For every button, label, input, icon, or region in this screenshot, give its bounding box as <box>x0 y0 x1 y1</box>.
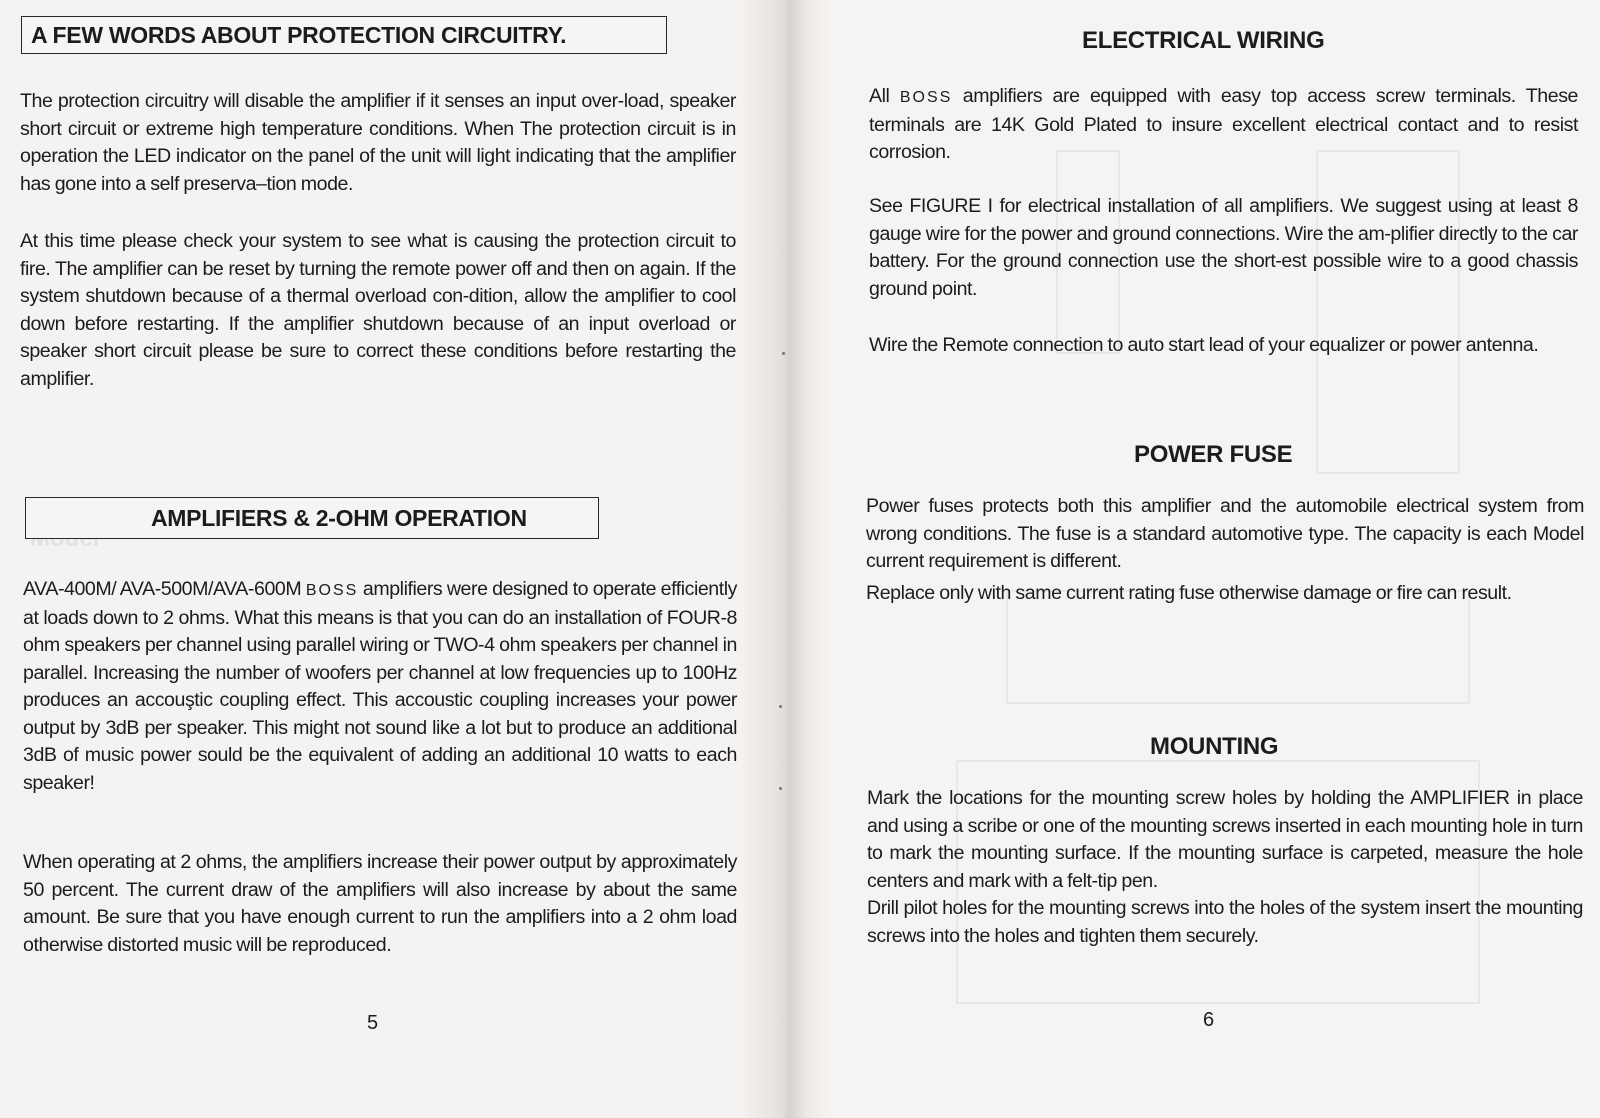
heading-electrical-wiring: ELECTRICAL WIRING <box>1082 27 1325 54</box>
brand-boss: BOSS <box>899 89 953 106</box>
protection-paragraph-1: The protection circuitry will disable the amplifier if it senses an input over-load, speaker short circuit or extreme high temperature conditions. When The protection circuit is in operation the LED indicator on the panel of the unit will light indicating that the amplifier has gone into a self preserva–tion mode. <box>20 90 736 195</box>
mounting-paragraph-1: Mark the locations for the mounting screw holes by holding the AMPLIFIER in place and using a scribe or one of the mounting screws inserted in each mounting hole in turn to mark the mounting surface. If the mounting surface is carpeted, measure the hole centers and mark with a felt-tip pen. <box>867 787 1583 892</box>
fuse-paragraph-1: Power fuses protects both this amplifier and the automobile electrical system from wrong conditions. The fuse is a standard automotive type. The capacity is each Model current requirement is different. <box>866 495 1584 572</box>
book-gutter <box>740 0 830 1118</box>
mounting-paragraph-2: Drill pilot holes for the mounting screws into the holes of the system insert the mounting screws into the holes and tighten them securely. <box>867 897 1583 947</box>
electrical-paragraph-2: See FIGURE I for electrical installation of all amplifiers. We suggest using at least 8 gauge wire for the power and ground connections. Wire the am-plifier directly to the car battery. For the ground connection use the short-est possible wire to a good chassis ground point. <box>869 195 1578 300</box>
amps-paragraph-1 <box>23 576 737 797</box>
print-mark <box>779 787 782 790</box>
electrical-paragraph-1 <box>869 83 1578 167</box>
print-mark <box>782 352 785 355</box>
heading-amplifiers-2-ohm: AMPLIFIERS & 2-OHM OPERATION <box>25 497 599 539</box>
amps-models: AVA-400M/ AVA-500M/AVA-600M <box>23 578 302 600</box>
electrical-paragraph-1-rest: amplifiers are equipped with easy top access screw terminals. These terminals are 14K Gold Plated to insure excellent electrical contact and to resist corrosion. <box>869 85 1578 163</box>
heading-mounting: MOUNTING <box>1150 733 1279 760</box>
page-number-right: 6 <box>1203 1009 1215 1031</box>
amps-paragraph-2: When operating at 2 ohms, the amplifiers increase their power output by approximately 50 percent. The current draw of the amplifiers will also increase by about the same amount. Be sure that you have enough current to run the amplifiers into a 2 ohm load otherwise distorted music will be reproduced. <box>23 851 737 956</box>
electrical-paragraph-3: Wire the Remote connection to auto start lead of your equalizer or power antenna. <box>869 334 1539 356</box>
protection-paragraph-2: At this time please check your system to see what is causing the protection circuit to fire. The amplifier can be reset by turning the remote power off and then on again. If the system shutdown because of a thermal overload con-dition, allow the amplifier to cool down before restarting. If the amplifier shutdown because of an input overload or speaker short circuit please be sure to correct these conditions before restarting the amplifier. <box>20 230 736 390</box>
left-page <box>0 0 786 1118</box>
fuse-paragraph-2: Replace only with same current rating fuse otherwise damage or fire can result. <box>866 582 1512 604</box>
heading-protection-circuitry: A FEW WORDS ABOUT PROTECTION CIRCUITRY. <box>21 16 667 54</box>
heading-power-fuse: POWER FUSE <box>1134 441 1293 468</box>
brand-boss: BOSS <box>305 582 359 599</box>
electrical-lead: All <box>869 85 890 107</box>
amps-paragraph-1-rest: amplifiers were designed to operate efficiently at loads down to 2 ohms. What this means is that you can do an installation of FOUR-8 ohm speakers per channel using parallel wiring or TWO-4 ohm speakers per channel in parallel. Increasing the number of woofers per channel at low frequencies up to 100Hz produces an accouştic coupling effect. This accoustic coupling increases your power output by 3dB per speaker. This might not sound like a lot but to produce an additional 3dB of music power sould be the equivalent of adding an additional 10 watts to each speaker! <box>23 578 737 794</box>
page-number-left: 5 <box>367 1012 379 1034</box>
print-mark <box>779 705 782 708</box>
